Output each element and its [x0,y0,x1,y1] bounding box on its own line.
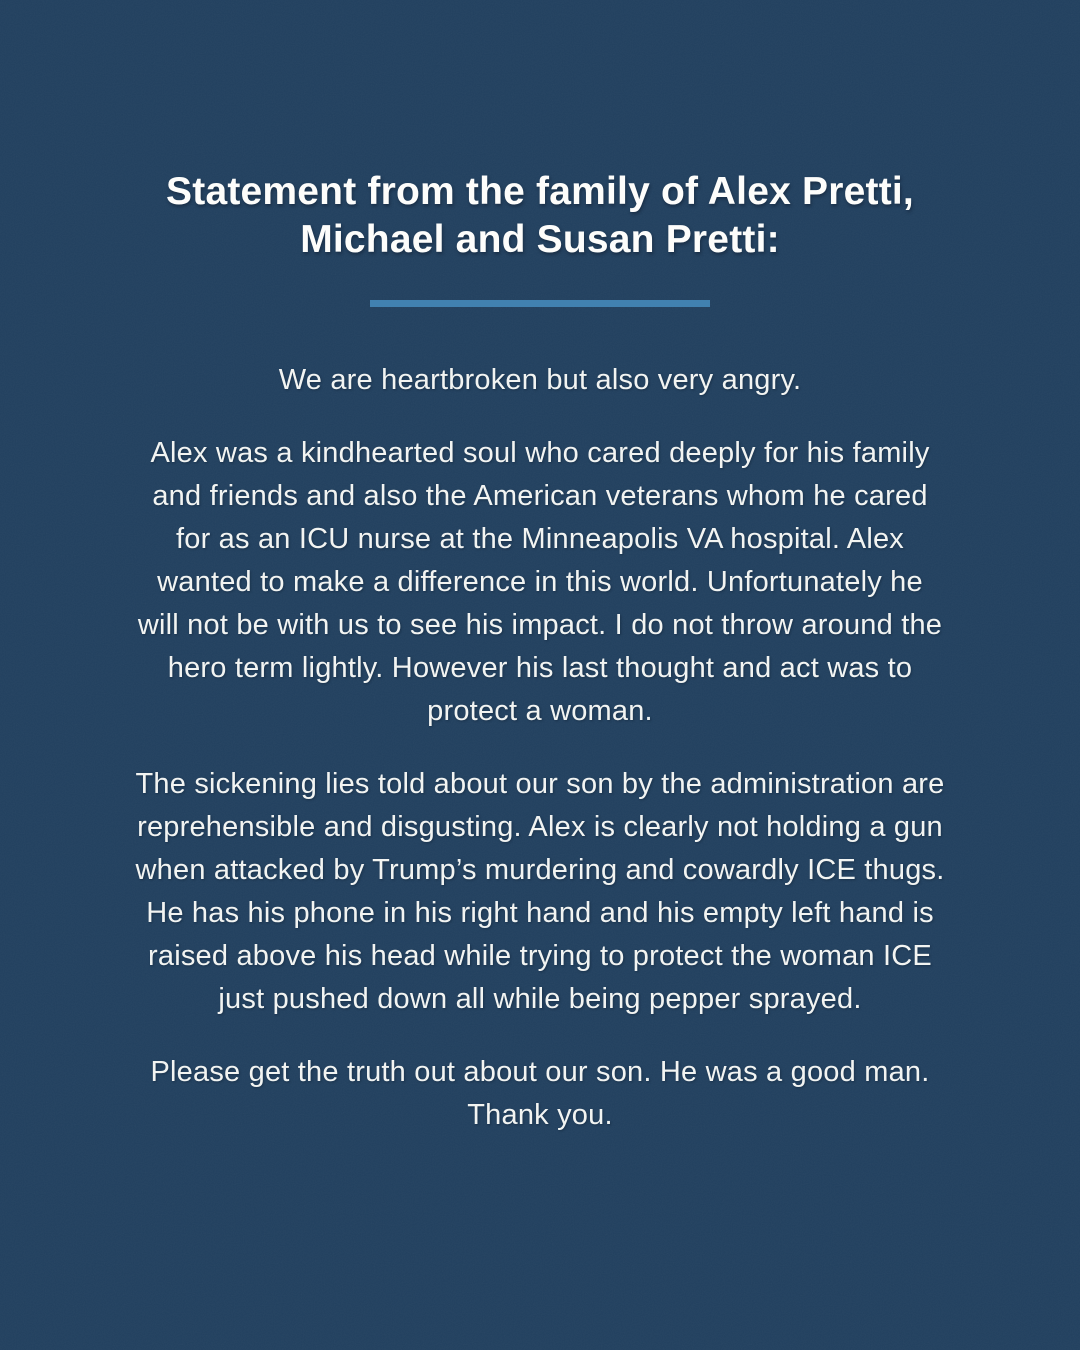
statement-title-line-1: Statement from the family of Alex Pretti, [166,170,914,213]
statement-title [166,168,914,264]
statement-paragraph-1: We are heartbroken but also very angry. [278,364,802,396]
statement-content [135,0,945,1137]
divider-line [370,300,710,307]
statement-paragraph-4: Please get the truth out about our son. He was a good man. Thank you. [150,1056,930,1131]
statement-title-line-2: Michael and Susan Pretti: [300,218,780,261]
statement-paragraph-3: The sickening lies told about our son by the administration are reprehensible and disgusting. Alex is clearly not holding a gun when attacked by Trump’s murdering and cowardly ICE thugs. He has his phone in his right hand and his empty left hand is raised above his head while trying to protect the woman ICE just pushed down all while being pepper sprayed. [135,768,945,1015]
statement-paragraph-2: Alex was a kindhearted soul who cared deeply for his family and friends and also the American veterans whom he cared for as an ICU nurse at the Minneapolis VA hospital. Alex wanted to make a difference in this world. Unfortunately he will not be with us to see his impact. I do not throw around the hero term lightly. However his last thought and act was to protect a woman. [137,437,943,727]
statement-body [135,325,945,1137]
